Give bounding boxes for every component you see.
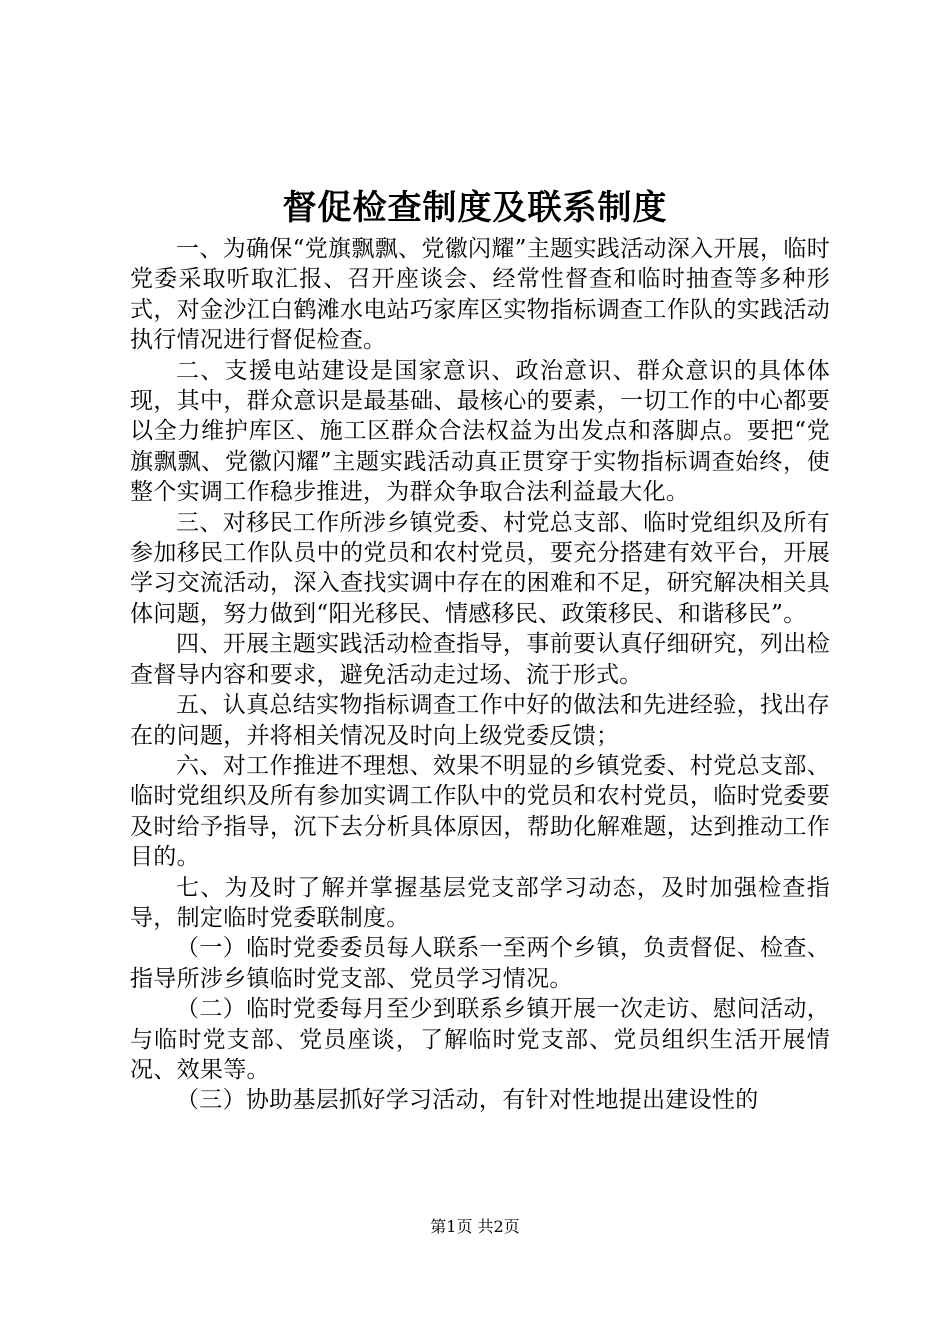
sub-item-1: （一）临时党委委员每人联系一至两个乡镇，负责督促、检查、指导所涉乡镇临时党支部、党员学习情况。 — [130, 935, 830, 992]
paragraph-4: 四、开展主题实践活动检查指导，事前要认真仔细研究，列出检查督导内容和要求，避免活动走过场、流于形式。 — [130, 631, 830, 688]
paragraph-1: 一、为确保“党旗飘飘、党徽闪耀”主题实践活动深入开展，临时党委采取听取汇报、召开座谈会、经常性督查和临时抽查等多种形式，对金沙江白鹤滩水电站巧家库区实物指标调查工作队的实践活动执行情况进行督促检查。 — [130, 236, 830, 354]
paragraph-7: 七、为及时了解并掌握基层党支部学习动态，及时加强检查指导，制定临时党委联制度。 — [130, 874, 830, 931]
document-body — [130, 234, 830, 1116]
document-title: 督促检查制度及联系制度 — [282, 188, 668, 228]
paragraph-6: 六、对工作推进不理想、效果不明显的乡镇党委、村党总支部、临时党组织及所有参加实调工作队中的党员和农村党员，临时党委要及时给予指导，沉下去分析具体原因，帮助化解难题，达到推动工作目的。 — [130, 752, 830, 871]
paragraph-3: 三、对移民工作所涉乡镇党委、村党总支部、临时党组织及所有参加移民工作队员中的党员和农村党员，要充分搭建有效平台，开展学习交流活动，深入查找实调中存在的困难和不足，研究解决相关具体问题，努力做到“阳光移民、情感移民、政策移民、和谐移民”。 — [130, 509, 830, 627]
paragraph-2: 二、支援电站建设是国家意识、政治意识、群众意识的具体体现，其中，群众意识是最基础、最核心的要素，一切工作的中心都要以全力维护库区、施工区群众合法权益为出发点和落脚点。要把“党旗飘飘、党徽闪耀”主题实践活动真正贯穿于实物指标调查始终，使整个实调工作稳步推进，为群众争取合法利益最大化。 — [130, 357, 830, 506]
sub-item-3: （三）协助基层抓好学习活动，有针对性地提出建设性的 — [176, 1087, 759, 1114]
sub-item-2: （二）临时党委每月至少到联系乡镇开展一次走访、慰问活动，与临时党支部、党员座谈，了解临时党支部、党员组织生活开展情况、效果等。 — [130, 996, 830, 1083]
paragraph-5: 五、认真总结实物指标调查工作中好的做法和先进经验，找出存在的问题，并将相关情况及时向上级党委反馈； — [130, 692, 830, 749]
page-footer: 第1页 共2页 — [430, 1217, 520, 1236]
